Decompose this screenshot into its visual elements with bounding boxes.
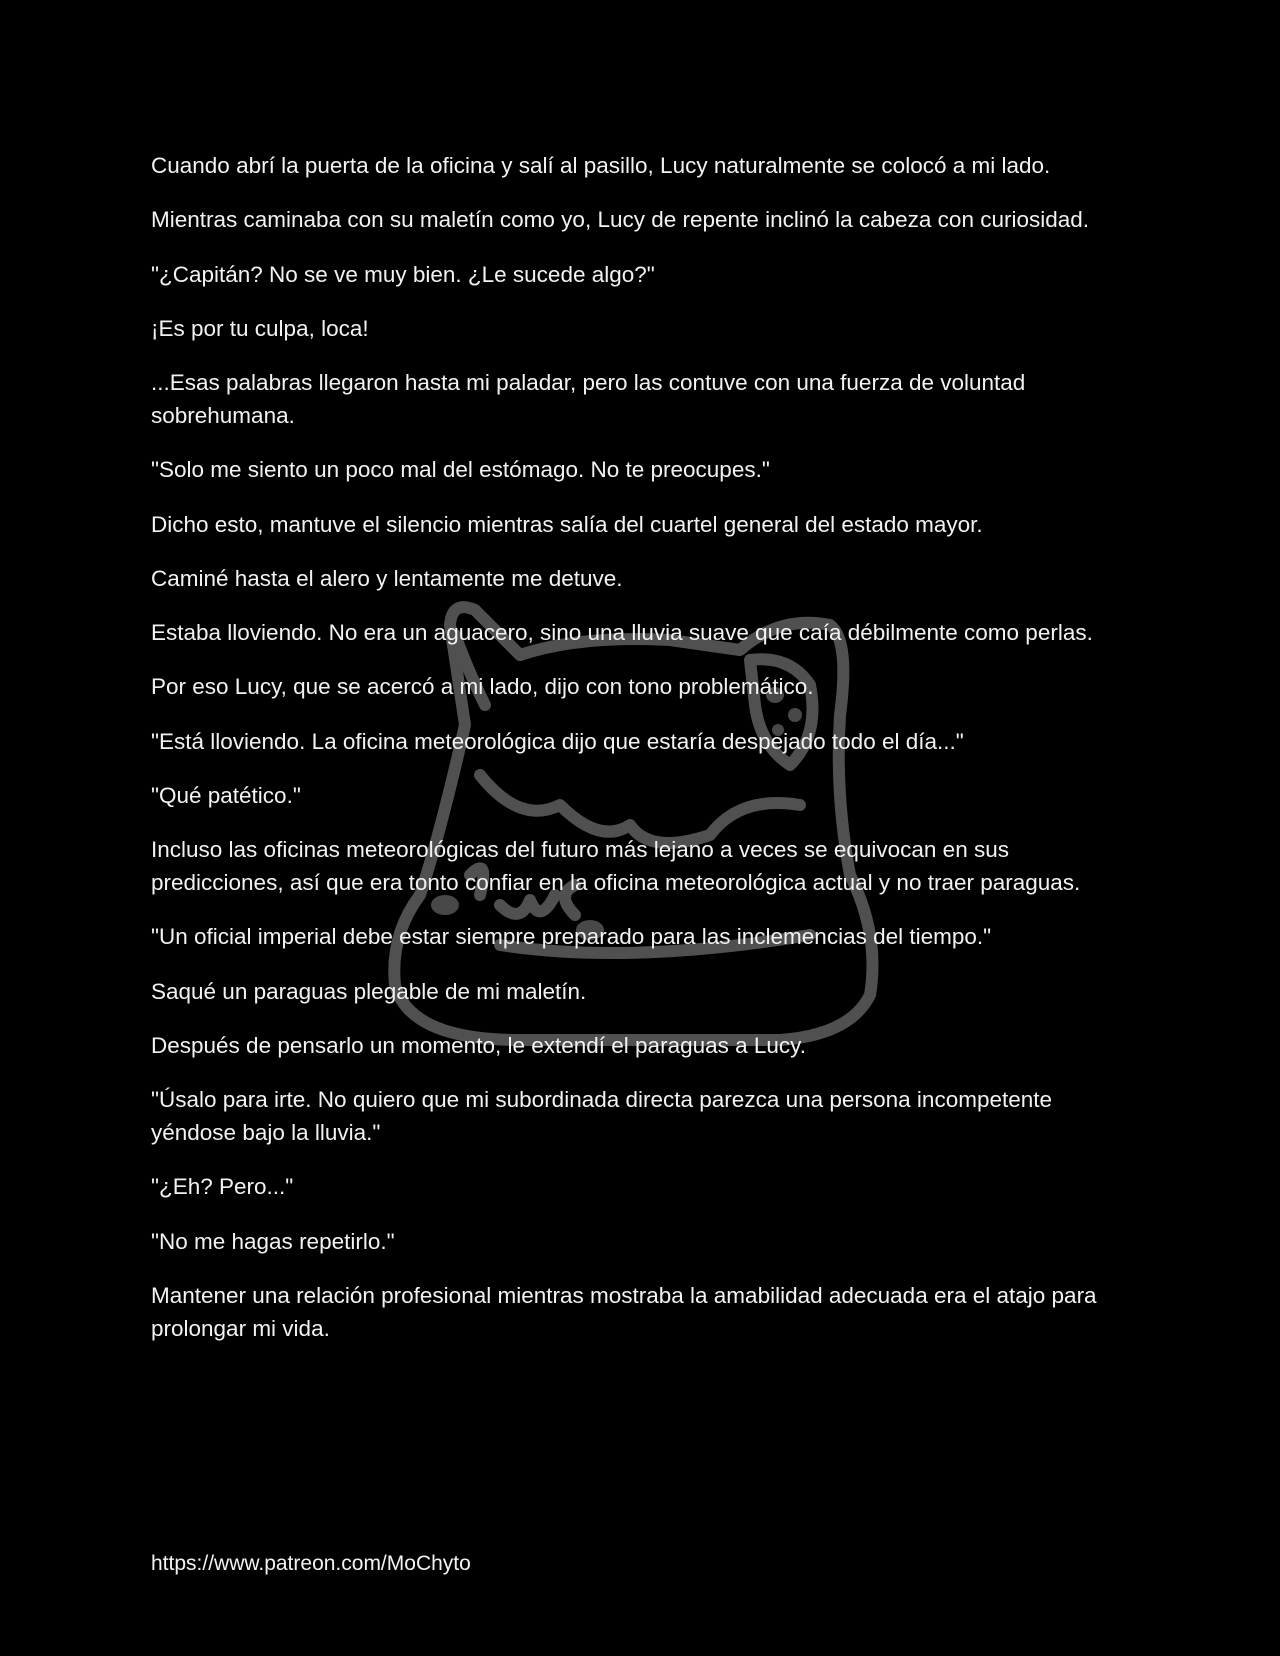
- paragraph: Después de pensarlo un momento, le extendí el paraguas a Lucy.: [151, 1033, 806, 1059]
- paragraph: Mantener una relación profesional mientras mostraba la amabilidad adecuada era el atajo para prolongar mi vida.: [151, 1283, 1097, 1341]
- paragraph: Incluso las oficinas meteorológicas del futuro más lejano a veces se equivocan en sus predicciones, así que era tonto confiar en la oficina meteorológica actual y no traer paraguas.: [151, 837, 1081, 896]
- paragraph: ¡Es por tu culpa, loca!: [151, 315, 369, 341]
- paragraph: "¿Eh? Pero...": [151, 1174, 294, 1200]
- paragraph: "Qué patético.": [151, 783, 301, 809]
- paragraph: Estaba lloviendo. No era un aguacero, sino una lluvia suave que caía débilmente como perlas.: [151, 620, 1093, 646]
- paragraph: ...Esas palabras llegaron hasta mi paladar, pero las contuve con una fuerza de voluntad sobrehumana.: [151, 370, 1026, 428]
- paragraph: "¿Capitán? No se ve muy bien. ¿Le sucede algo?": [151, 261, 655, 287]
- paragraph: Mientras caminaba con su maletín como yo, Lucy de repente inclinó la cabeza con curiosidad.: [151, 207, 1090, 233]
- patreon-link[interactable]: https://www.patreon.com/MoChyto: [151, 1552, 471, 1575]
- paragraph: "No me hagas repetirlo.": [151, 1228, 395, 1254]
- paragraph: "Úsalo para irte. No quiero que mi subordinada directa parezca una persona incompetente yéndose bajo la lluvia.": [151, 1087, 1053, 1146]
- paragraph: "Un oficial imperial debe estar siempre preparado para las inclemencias del tiempo.": [151, 924, 992, 950]
- document-body: [151, 150, 1141, 1367]
- paragraph: Por eso Lucy, que se acercó a mi lado, dijo con tono problemático.: [151, 674, 814, 700]
- paragraph: "Solo me siento un poco mal del estómago. No te preocupes.": [151, 457, 770, 483]
- paragraph: Cuando abrí la puerta de la oficina y salí al pasillo, Lucy naturalmente se colocó a mi lado.: [151, 153, 1051, 178]
- paragraph: Dicho esto, mantuve el silencio mientras salía del cuartel general del estado mayor.: [151, 511, 983, 537]
- paragraph: Caminé hasta el alero y lentamente me detuve.: [151, 565, 623, 591]
- paragraph: "Está lloviendo. La oficina meteorológica dijo que estaría despejado todo el día...": [151, 728, 964, 754]
- paragraph: Saqué un paraguas plegable de mi maletín.: [151, 978, 587, 1004]
